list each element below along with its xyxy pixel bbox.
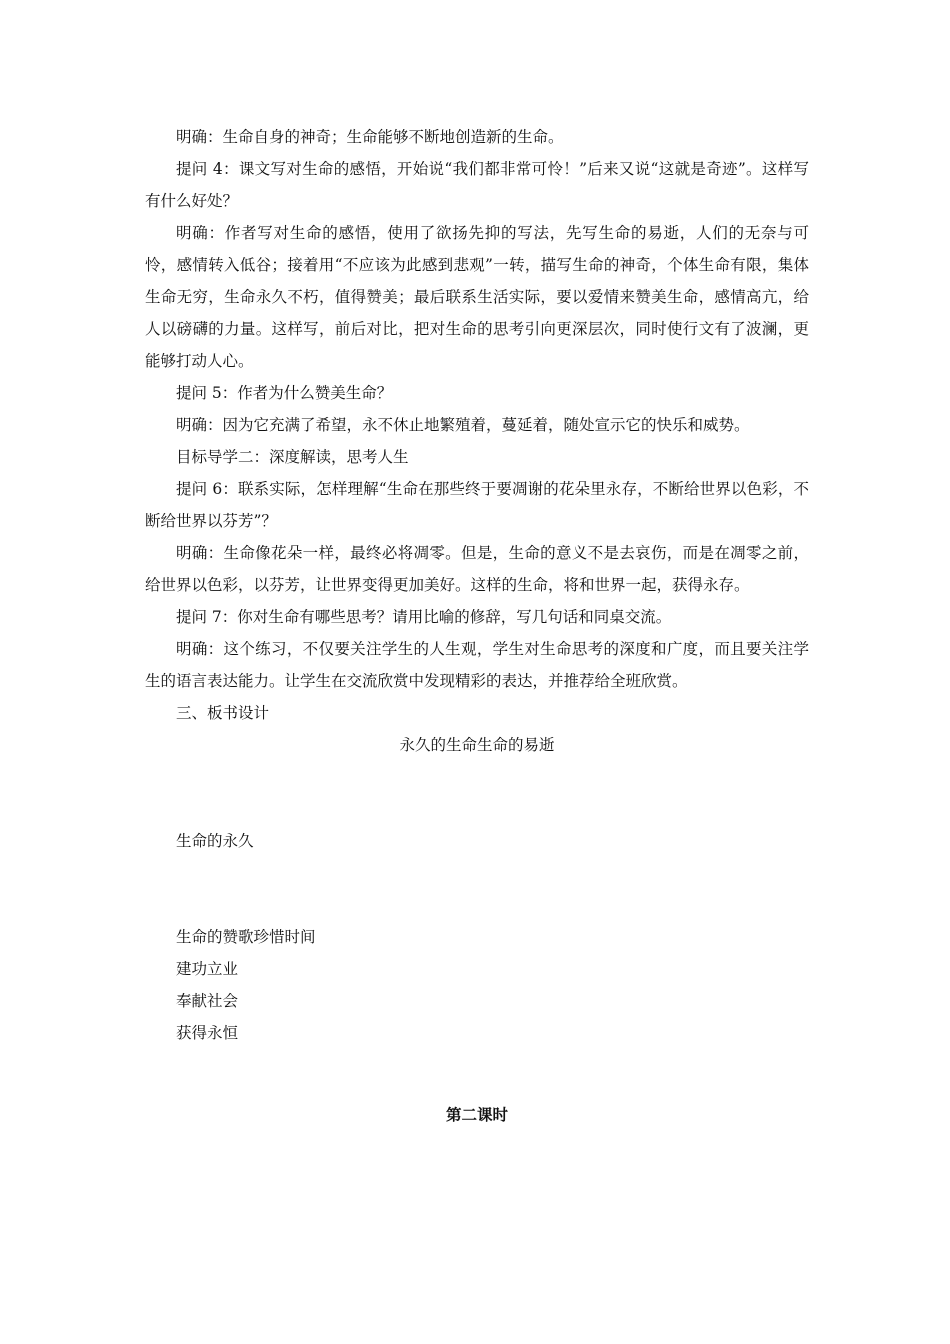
- paragraph-2: 提问 4：课文写对生命的感悟，开始说“我们都非常可怜！”后来又说“这就是奇迹”。这样写有什么好处？: [145, 160, 809, 210]
- document-body: [145, 121, 809, 1131]
- board-item-ode: 生命的赞歌珍惜时间: [176, 928, 316, 946]
- paragraph-3: 明确：作者写对生命的感悟，使用了欲扬先抑的写法，先写生命的易逝，人们的无奈与可怜，感情转入低谷；接着用“不应该为此感到悲观”一转，描写生命的神奇，个体生命有限，集体生命无穷，生命永久不朽，值得赞美；最后联系生活实际，要以爱情来赞美生命，感情高亢，给人以磅礴的力量。这样写，前后对比，把对生命的思考引向更深层次，同时使行文有了波澜，更能够打动人心。: [145, 224, 809, 370]
- board-item-eternity: 获得永恒: [176, 1024, 239, 1042]
- board-item-dedication: 奉献社会: [176, 992, 239, 1010]
- paragraph-10: 明确：这个练习，不仅要关注学生的人生观，学生对生命思考的深度和广度，而且要关注学生的语言表达能力。让学生在交流欣赏中发现精彩的表达，并推荐给全班欣赏。: [145, 640, 809, 690]
- paragraph-7: 提问 6：联系实际，怎样理解“生命在那些终于要凋谢的花朵里永存，不断给世界以色彩，不断给世界以芬芳”？: [145, 480, 809, 530]
- section-heading-board: 三、板书设计: [176, 704, 270, 722]
- paragraph-9: 提问 7：你对生命有哪些思考？请用比喻的修辞，写几句话和同桌交流。: [176, 608, 672, 626]
- board-item-permanence: 生命的永久: [176, 832, 254, 850]
- board-title: 永久的生命生命的易逝: [399, 736, 555, 754]
- board-item-achievement: 建功立业: [176, 960, 239, 978]
- paragraph-8: 明确：生命像花朵一样，最终必将凋零。但是，生命的意义不是去哀伤，而是在凋零之前，给世界以色彩，以芬芳，让世界变得更加美好。这样的生命，将和世界一起，获得永存。: [145, 544, 809, 594]
- spacer: [145, 1049, 809, 1099]
- paragraph-6: 目标导学二：深度解读，思考人生: [176, 448, 409, 466]
- paragraph-5: 明确：因为它充满了希望，永不休止地繁殖着，蔓延着，随处宣示它的快乐和威势。: [176, 416, 750, 434]
- next-section-title: 第二课时: [445, 1105, 508, 1124]
- spacer: [145, 761, 809, 825]
- paragraph-4: 提问 5：作者为什么赞美生命？: [176, 384, 393, 402]
- spacer: [145, 857, 809, 921]
- paragraph-1: 明确：生命自身的神奇；生命能够不断地创造新的生命。: [176, 128, 564, 146]
